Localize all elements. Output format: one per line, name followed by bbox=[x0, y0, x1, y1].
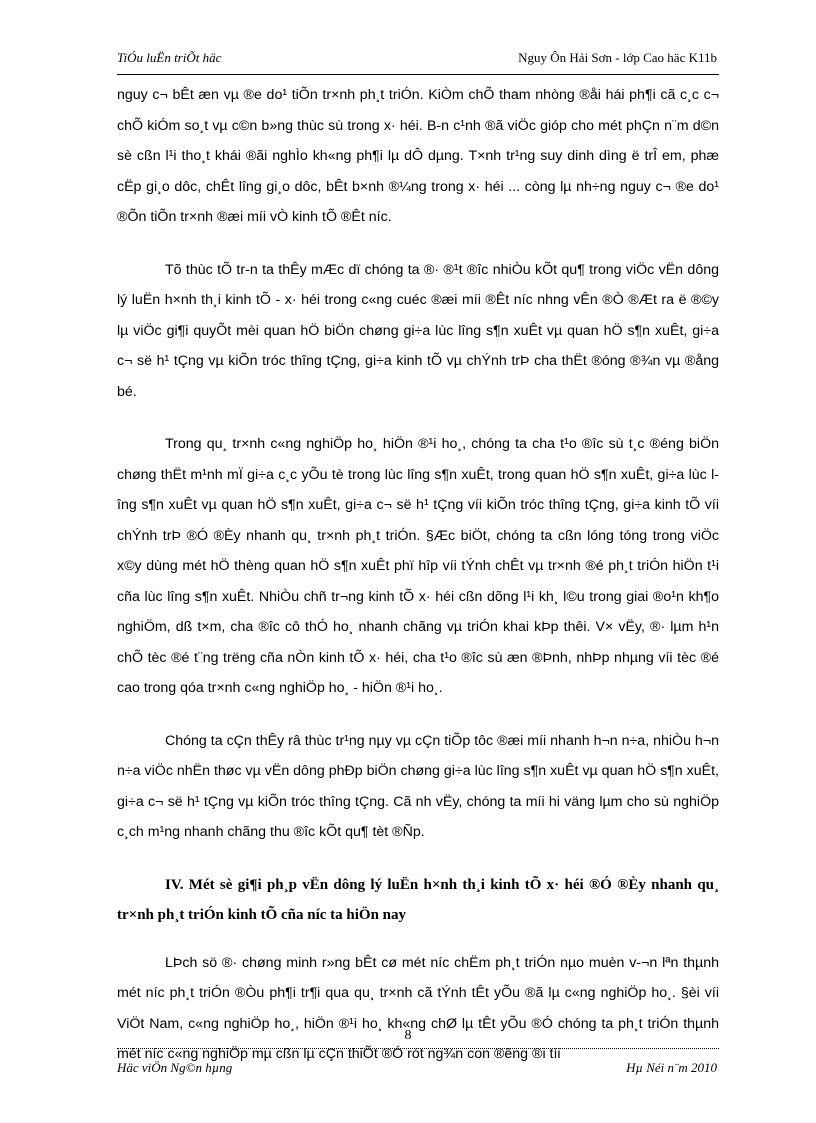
paragraph: Chóng ta cÇn thÊy râ thùc tr¹ng nµy vµ cÇn tiÕp tôc ®æi míi nhanh h¬n n÷a, nhiÒu h¬n n÷a viÖc nhËn thøc vµ vËn dông phÐp biÖn chøng gi÷a lùc lîng s¶n xuÊt vµ quan hÖ s¶n xuÊt, gi÷a c¬ së h¹ tÇng vµ kiÕn tróc thîng tÇng. Cã nh vËy, chóng ta míi hi väng lµm cho sù nghiÖp c¸ch m¹ng nhanh chãng thu ®îc kÕt qu¶ tèt ®Ñp. bbox=[117, 732, 719, 840]
section-heading: IV. Mét sè gi¶i ph¸p vËn dông lý luËn h×nh th¸i kinh tÕ x· héi ®Ó ®Èy nhanh qu¸ tr×nh ph¸t triÓn kinh tÕ cña níc ta hiÖn nay bbox=[117, 876, 719, 923]
paragraph: nguy c¬ bÊt æn vµ ®e do¹ tiÕn tr×nh ph¸t triÓn. KiÒm chÕ tham nhòng ®åi hái ph¶i cã c¸c c¬ chÕ kiÓm so¸t vµ c©n b»ng thùc sù trong x· héi. B-n c¹nh ®ã viÖc gióp cho mét phÇn n¨m d©n sè cßn l¹i tho¸t khái ®ãi nghÌo kh«ng ph¶i lµ dÔ dµng. T×nh tr¹ng suy dinh dìng ë trÎ em, phæ cËp gi¸o dôc, chÊt lîng gi¸o dôc, bÊt b×nh ®¼ng trong x· héi ... còng lµ nh÷ng nguy c¬ ®e do¹ ®Õn tiÕn tr×nh ®æi míi vÒ kinh tÕ ®Êt níc. bbox=[117, 87, 719, 225]
page-body bbox=[117, 80, 719, 1092]
header-rule bbox=[117, 74, 719, 75]
header-author: Nguy Ôn Hải Sơn - lớp Cao häc K11b bbox=[518, 50, 717, 65]
footer-place-year: Hµ Néi n¨m 2010 bbox=[626, 1060, 717, 1075]
footer-rule bbox=[117, 1048, 719, 1049]
page-footer bbox=[117, 1060, 717, 1076]
paragraph: LÞch sö ®· chøng minh r»ng bÊt cø mét níc chËm ph¸t triÓn nµo muèn v-¬n lªn thµnh mét níc ph¸t triÓn ®Òu ph¶i tr¶i qua qu¸ tr×nh cã tÝnh tÊt yÕu ®ã lµ c«ng nghiÖp ho¸. §èi víi ViÖt Nam, c«ng nghiÖp ho¸, hiÖn ®¹i ho¸ kh«ng chØ lµ tÊt yÕu ®Ó chóng ta ph¸t triÓn thµnh mét níc c«ng nghiÖp mµ cßn lµ cÇn thiÕt ®Ó rót ng¾n con ®êng ®i tíi bbox=[117, 954, 719, 1062]
paragraph: Tõ thùc tÕ tr-n ta thÊy mÆc dï chóng ta ®· ®¹t ®îc nhiÒu kÕt qu¶ trong viÖc vËn dông lý luËn h×nh th¸i kinh tÕ - x· héi trong c«ng cuéc ®æi míi ®Êt níc nhng vÊn ®Ò ®Æt ra ë ®©y lµ viÖc gi¶i quyÕt mèi quan hÖ biÖn chøng gi÷a lùc lîng s¶n xuÊt vµ quan hÖ s¶n xuÊt, gi÷a c¬ së h¹ tÇng vµ kiÕn tróc thîng tÇng, gi÷a kinh tÕ vµ chÝnh trÞ cha thËt ®óng ®¾n vµ ®ång bé. bbox=[117, 261, 719, 400]
header-title: TiÓu luËn triÕt häc bbox=[117, 50, 222, 65]
page-header bbox=[117, 50, 717, 72]
page-number: 8 bbox=[404, 1028, 412, 1043]
paragraph: Trong qu¸ tr×nh c«ng nghiÖp ho¸ hiÖn ®¹i ho¸, chóng ta cha t¹o ®îc sù t¸c ®éng biÖn chøng thËt m¹nh mÏ gi÷a c¸c yÕu tè trong lùc lîng s¶n xuÊt, trong quan hÖ s¶n xuÊt, gi÷a lùc lîng s¶n xuÊt vµ quan hÖ s¶n xuÊt, gi÷a c¬ së h¹ tÇng víi kiÕn tróc thîng tÇng, gi÷a kinh tÕ víi chÝnh trÞ ®Ó ®Èy nhanh qu¸ tr×nh ph¸t triÓn. §Æc biÖt, chóng ta cßn lóng tóng trong viÖc x©y dùng mét hÖ thèng quan hÖ s¶n xuÊt phï hîp víi tÝnh chÊt vµ tr×nh ®é ph¸t triÓn hiÖn t¹i cña lùc lîng s¶n xuÊt. NhiÒu chñ tr¬ng kinh tÕ x· héi cßn dõng l¹i kh¸ l©u trong giai ®o¹n kh¶o nghiÖm, dß t×m, cha ®îc cô thÓ ho¸ nhanh chãng vµ triÓn khai kÞp thêi. V× vËy, ®· lµm h¹n chÕ tèc ®é t¨ng trëng cña nÒn kinh tÕ x· héi, cha t¹o ®îc sù æn ®Þnh, nhÞp nhµng víi tèc ®é cao trong qóa tr×nh c«ng nghiÖp ho¸ - hiÖn ®¹i ho¸. bbox=[117, 436, 719, 696]
footer-institution: Häc viÖn Ng©n hµng bbox=[117, 1060, 233, 1075]
